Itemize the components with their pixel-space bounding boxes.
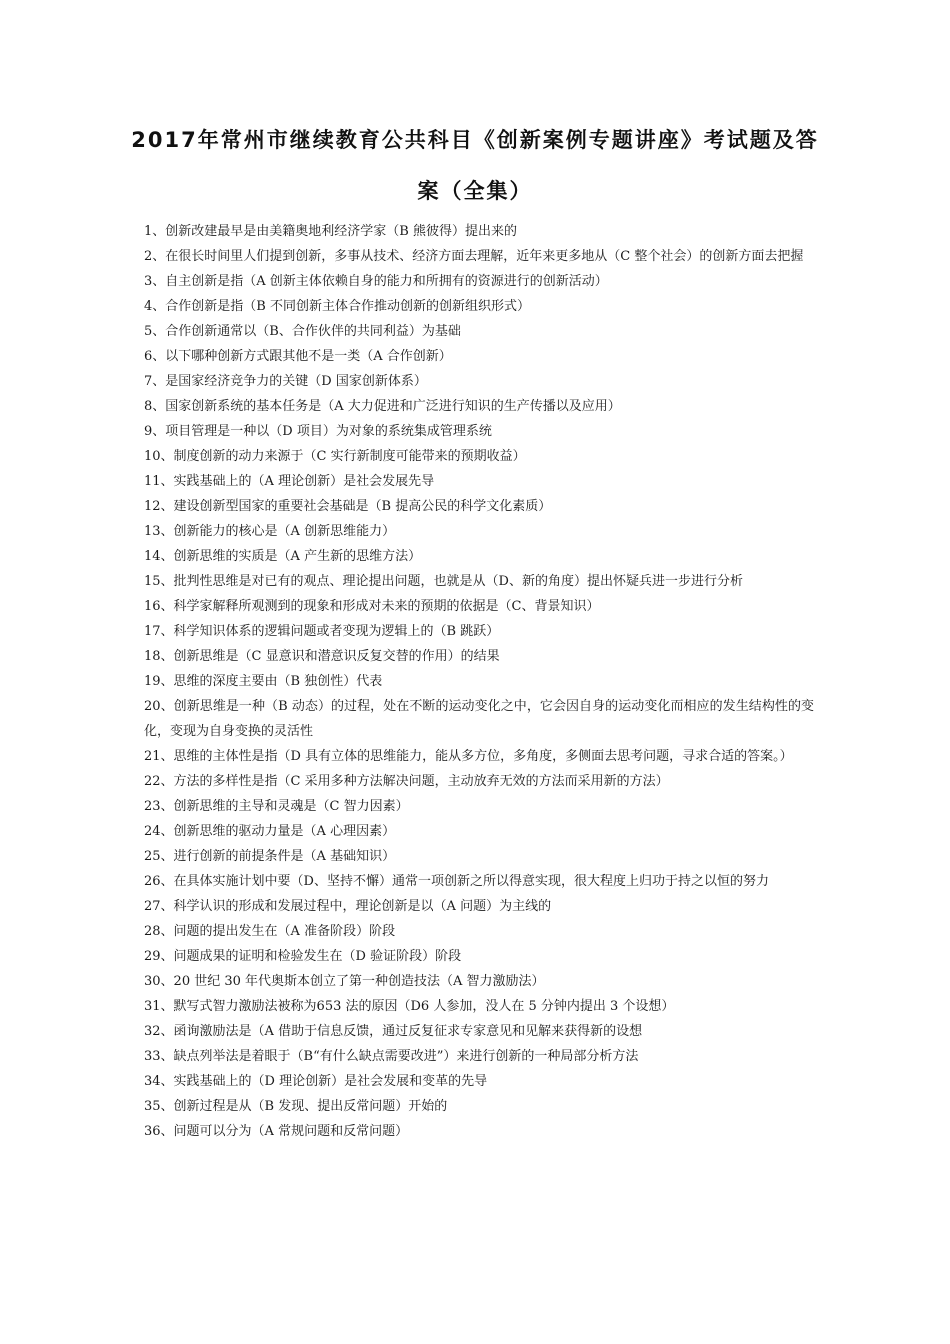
question-item: 19、思维的深度主要由（B 独创性）代表 xyxy=(144,674,383,689)
question-item: 35、创新过程是从（B 发现、提出反常问题）开始的 xyxy=(144,1099,448,1114)
question-item: 9、项目管理是一种以（D 项目）为对象的系统集成管理系统 xyxy=(144,424,492,439)
question-item: 2、在很长时间里人们提到创新，多事从技术、经济方面去理解，近年来更多地从（C 整个社会）的创新方面去把握 xyxy=(144,249,804,264)
question-item: 30、20 世纪 30 年代奥斯本创立了第一种创造技法（A 智力激励法） xyxy=(144,974,545,989)
question-item: 21、思维的主体性是指（D 具有立体的思维能力，能从多方位，多角度，多侧面去思考问题，寻求合适的答案。） xyxy=(144,749,793,764)
question-item: 33、缺点列举法是着眼于（B“有什么缺点需要改进”）来进行创新的一种局部分析方法 xyxy=(144,1049,639,1064)
question-item: 1、创新改建最早是由美籍奥地利经济学家（B 熊彼得）提出来的 xyxy=(144,224,517,239)
question-item: 3、自主创新是指（A 创新主体依赖自身的能力和所拥有的资源进行的创新活动） xyxy=(144,274,608,289)
question-item: 4、合作创新是指（B 不同创新主体合作推动创新的创新组织形式） xyxy=(144,299,530,314)
question-item: 25、进行创新的前提条件是（A 基础知识） xyxy=(144,849,396,864)
question-item: 5、合作创新通常以（B、合作伙伴的共同利益）为基础 xyxy=(144,324,461,339)
document-title-line1: 2017年常州市继续教育公共科目《创新案例专题讲座》考试题及答 xyxy=(131,128,819,152)
question-item: 18、创新思维是（C 显意识和潜意识反复交替的作用）的结果 xyxy=(144,649,500,664)
question-item: 15、批判性思维是对已有的观点、理论提出问题，也就是从（D、新的角度）提出怀疑兵进一步进行分析 xyxy=(144,574,743,589)
question-item: 11、实践基础上的（A 理论创新）是社会发展先导 xyxy=(144,474,435,489)
question-item: 27、科学认识的形成和发展过程中，理论创新是以（A 问题）为主线的 xyxy=(144,899,552,914)
question-item: 28、问题的提出发生在（A 准备阶段）阶段 xyxy=(144,924,396,939)
question-item: 20、创新思维是一种（B 动态）的过程，处在不断的运动变化之中，它会因自身的运动变化而相应的发生结构性的变化，变现为自身变换的灵活性 xyxy=(144,699,814,739)
question-item: 36、问题可以分为（A 常规问题和反常问题） xyxy=(144,1124,409,1139)
question-item: 26、在具体实施计划中要（D、坚持不懈）通常一项创新之所以得意实现，很大程度上归功于持之以恒的努力 xyxy=(144,874,769,889)
question-item: 12、建设创新型国家的重要社会基础是（B 提高公民的科学文化素质） xyxy=(144,499,552,514)
question-item: 34、实践基础上的（D 理论创新）是社会发展和变革的先导 xyxy=(144,1074,488,1089)
question-item: 8、国家创新系统的基本任务是（A 大力促进和广泛进行知识的生产传播以及应用） xyxy=(144,399,621,414)
question-item: 22、方法的多样性是指（C 采用多种方法解决问题，主动放弃无效的方法而采用新的方法） xyxy=(144,774,669,789)
question-list xyxy=(144,219,814,1144)
question-item: 32、函询激励法是（A 借助于信息反馈，通过反复征求专家意见和见解来获得新的设想 xyxy=(144,1024,643,1039)
question-item: 31、默写式智力激励法被称为653 法的原因（D6 人参加，没人在 5 分钟内提出 3 个设想） xyxy=(144,999,675,1014)
question-item: 7、是国家经济竞争力的关键（D 国家创新体系） xyxy=(144,374,427,389)
question-item: 24、创新思维的驱动力量是（A 心理因素） xyxy=(144,824,396,839)
question-item: 6、以下哪种创新方式跟其他不是一类（A 合作创新） xyxy=(144,349,452,364)
question-item: 17、科学知识体系的逻辑问题或者变现为逻辑上的（B 跳跃） xyxy=(144,624,500,639)
question-item: 10、制度创新的动力来源于（C 实行新制度可能带来的预期收益） xyxy=(144,449,526,464)
question-item: 29、问题成果的证明和检验发生在（D 验证阶段）阶段 xyxy=(144,949,462,964)
question-item: 14、创新思维的实质是（A 产生新的思维方法） xyxy=(144,549,422,564)
question-item: 16、科学家解释所观测到的现象和形成对未来的预期的依据是（C、背景知识） xyxy=(144,599,600,614)
document-title-line2: 案（全集） xyxy=(417,179,533,203)
question-item: 23、创新思维的主导和灵魂是（C 智力因素） xyxy=(144,799,409,814)
question-item: 13、创新能力的核心是（A 创新思维能力） xyxy=(144,524,396,539)
